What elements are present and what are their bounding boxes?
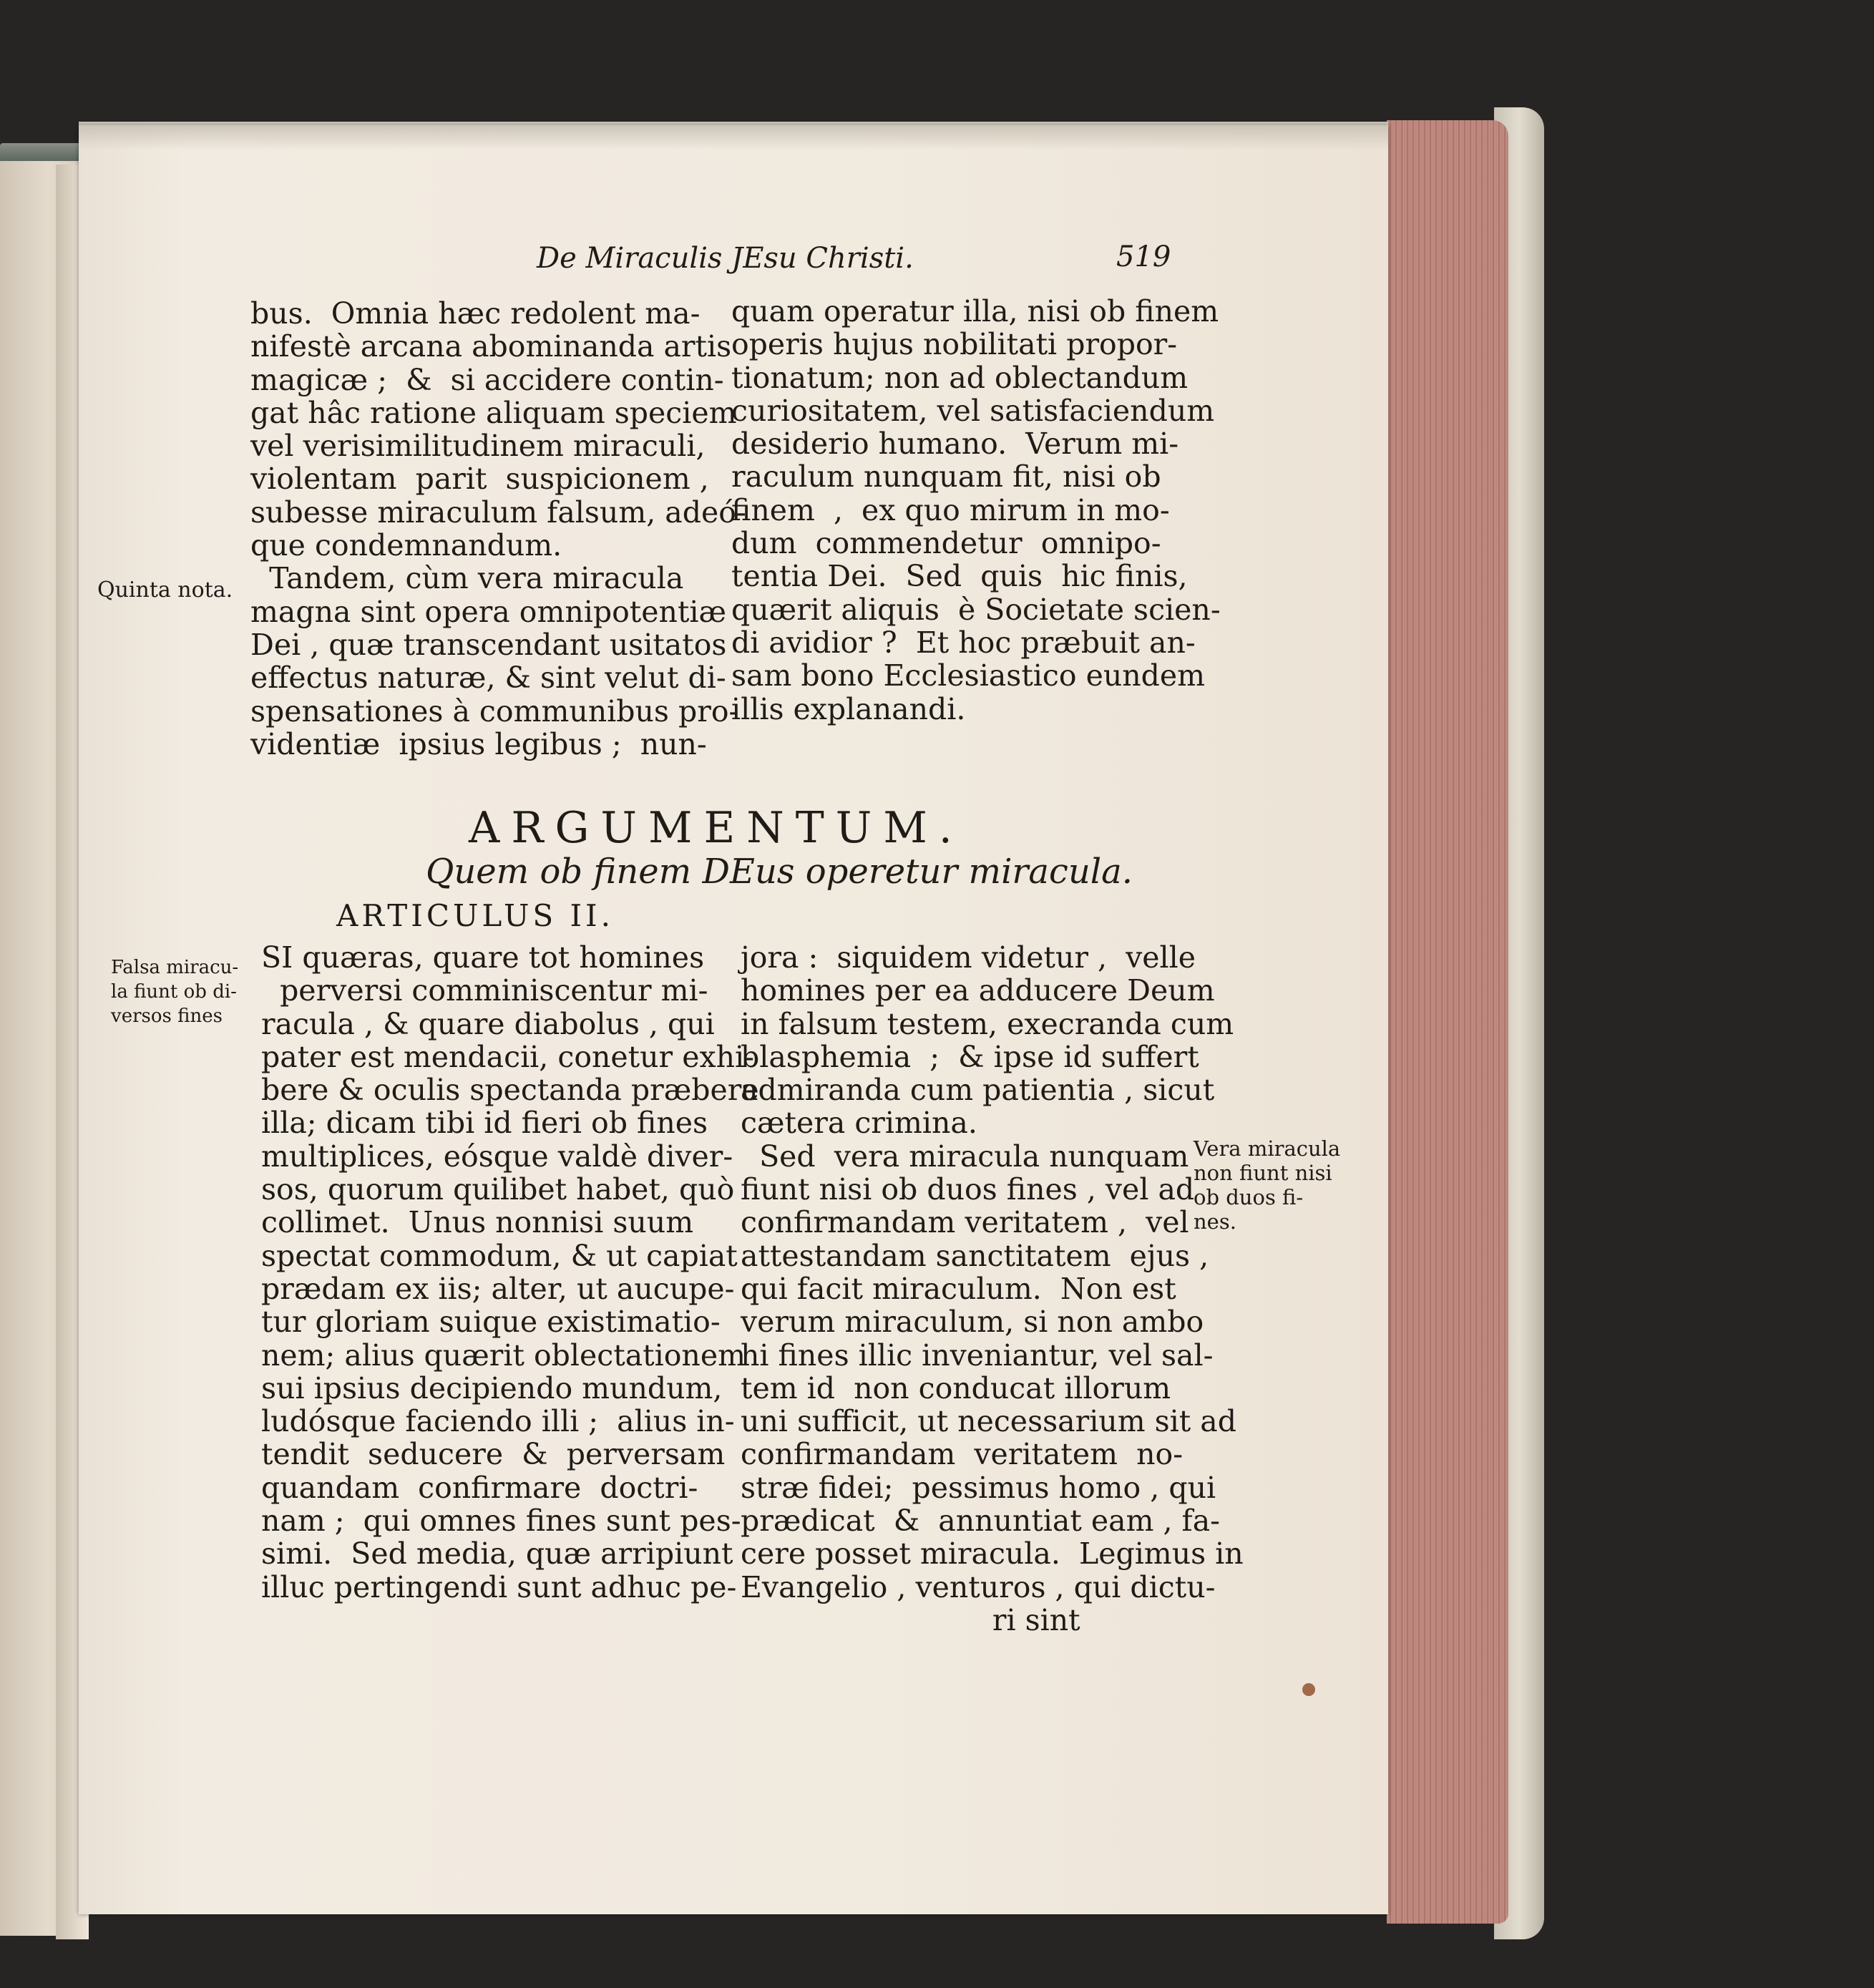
argumentum-subtitle: Quem ob finem DEus operetur miracula. bbox=[426, 852, 1133, 892]
margin-note-vera: Vera miracula non fiunt nisi ob duos fi- nes. bbox=[1194, 1136, 1341, 1234]
top-left-column: bus. Omnia hæc redolent ma- nifestè arcana abominanda artis magicæ ; & si accidere contin- gat hâc ratione aliquam speciem vel verisimilitudinem miraculi, violentam parit suspicionem , subesse miraculum falsum, adeó- que condemnandum. Tandem, cùm vera miracula magna sint opera omnipotentiæ Dei , quæ transcendant usitatos effectus naturæ, & sint velut di- spensationes à communibus pro- videntiæ ipsius legibus ; nun- bbox=[250, 296, 746, 761]
margin-note-quinta: Quinta nota. bbox=[97, 578, 233, 603]
running-title: De Miraculis JEsu Christi. bbox=[537, 242, 914, 275]
page-stack-edge bbox=[1387, 120, 1508, 1924]
page-number: 519 bbox=[1116, 240, 1171, 273]
articulus-heading: ARTICULUS II. bbox=[336, 898, 614, 933]
page-top-shadow bbox=[79, 122, 1388, 150]
argumentum-heading: ARGUMENTUM. bbox=[469, 803, 964, 853]
ink-spot bbox=[1302, 1683, 1315, 1696]
margin-note-falsa: Falsa miracu- la fiunt ob di- versos fines bbox=[111, 957, 239, 1027]
bottom-right-column: jora : siquidem videtur , velle homines per ea adducere Deum in falsum testem, execranda cum blasphemia ; & ipse id suffert admiranda cum patientia , sicut cætera crimina. Sed vera miracula nunquam fiunt nisi ob duos fines , vel ad confirmandam veritatem , vel attestandam sanctitatem ejus , qui facit miraculum. Non est verum miraculum, si non ambo hi fines illic inveniantur, vel sal- tem id non conducat illorum uni sufficit, ut necessarium sit ad confirmandam veritatem no- stræ fidei; pessimus homo , qui prædicat & annuntiat eam , fa- cere posset miracula. Legimus in Evangelio , venturos , qui dictu- ri sint bbox=[741, 940, 1244, 1637]
top-right-column: quam operatur illa, nisi ob finem operis hujus nobilitati propor- tionatum; non ad oblectandum curiositatem, vel satisfaciendum desiderio humano. Verum mi- raculum nunquam fit, nisi ob finem , ex quo mirum in mo- dum commendetur omnipo- tentia Dei. Sed quis hic finis, quærit aliquis è Societate scien- di avidior ? Et hoc præbuit an- sam bono Ecclesiastico eundem illis explanandi. bbox=[731, 294, 1221, 726]
bottom-left-column: SI quæras, quare tot homines perversi comminiscentur mi- racula , & quare diabolus , qui pater est mendacii, conetur exhi- bere & oculis spectanda præbere illa; dicam tibi id fieri ob fines multiplices, eósque valdè diver- sos, quorum quilibet habet, quò collimet. Unus nonnisi suum spectat commodum, & ut capiat prædam ex iis; alter, ut aucupe- tur gloriam suique existimatio- nem; alius quærit oblectationem sui ipsius decipiendo mundum, ludósque faciendo illi ; alius in- tendit seducere & perversam quandam confirmare doctri- nam ; qui omnes fines sunt pes- simi. Sed media, quæ arripiunt illuc pertingendi sunt adhuc pe- bbox=[261, 940, 759, 1604]
